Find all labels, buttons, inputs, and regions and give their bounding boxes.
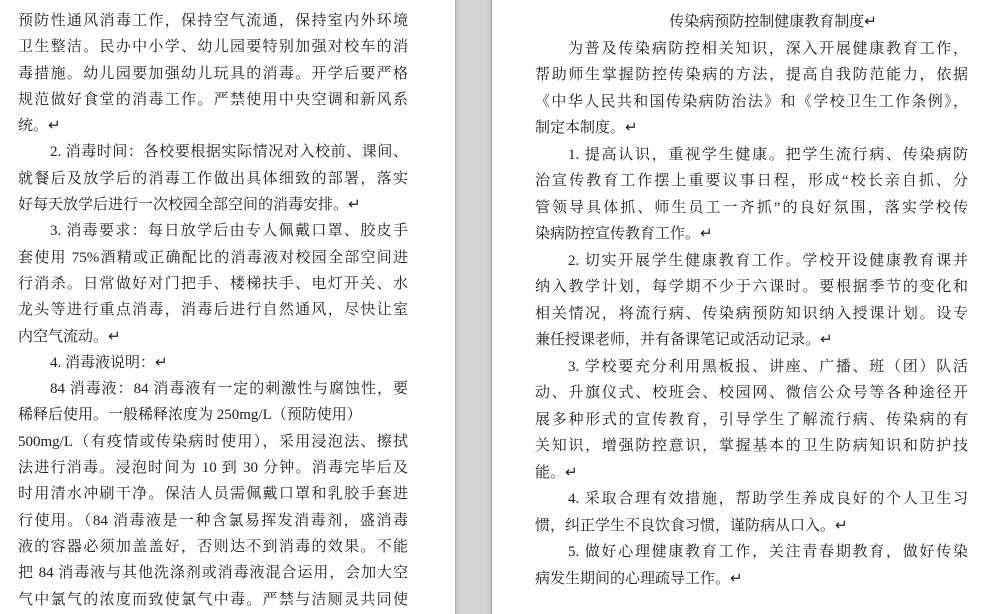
text-line: 动、升旗仪式、校班会、校园网、微信公众号等各种途径开 (535, 385, 968, 401)
text-line: 气中氯气的浓度而致使氯气中毒。严禁与洁厕灵共同使 (18, 591, 408, 608)
text-line: 1. 提高认识，重视学生健康。把学生流行病、传染病防 (568, 146, 968, 163)
document-title: 传染病预防控制健康教育制度↵ (669, 13, 877, 30)
text-line: 4. 消毒液说明：↵ (50, 354, 168, 371)
text-line: 卫生整洁。民办中小学、幼儿园要特别加强对校车的消 (18, 39, 408, 56)
text-line: 关知识，增强防控意识，掌握基本的卫生防病知识和防护技 (535, 438, 968, 454)
text-line: 《中华人民共和国传染病防治法》和《学校卫生工作条例》， (535, 93, 968, 110)
text-line: 染病防控宣传教育工作。↵ (535, 226, 713, 242)
text-line: 兼任授课老师，并有备课笔记或活动记录。↵ (535, 332, 833, 348)
text-line: 稀释后使用。一般稀释浓度为 250mg/L（预防使用） (18, 407, 362, 424)
text-line: 纳入教学计划，每学期不少于六课时。要根据季节的变化和 (535, 279, 968, 295)
text-line: 统。↵ (18, 118, 61, 135)
paragraph (535, 142, 968, 248)
text-line: 毒措施。幼儿园要加强幼儿玩具的消毒。开学后要严格 (18, 65, 408, 82)
paragraph (535, 354, 968, 487)
text-line: 就餐后及放学后的消毒工作做出具体细致的部署，落实 (18, 170, 408, 187)
text-line: 4. 采取合理有效措施，帮助学生养成良好的个人卫生习 (568, 491, 968, 507)
page-gap (456, 0, 491, 614)
text-line: 行使用。（84 消毒液是一种含氯易挥发消毒剂，盛消毒 (18, 512, 408, 529)
paragraph (535, 539, 968, 592)
paragraph (18, 350, 408, 376)
paragraph (18, 218, 408, 349)
page-right[interactable] (491, 0, 1000, 614)
text-line: 好每天放学后进行一次校园全部空间的消毒安排。↵ (18, 197, 361, 214)
text-line: 规范做好食堂的消毒工作。严禁使用中央空调和新风系 (18, 91, 408, 108)
text-line: 帮助师生掌握防控传染病的方法，提高自我防范能力，依据 (535, 67, 968, 83)
page-left-text-body (18, 8, 408, 613)
text-line: 84 消毒液：84 消毒液有一定的刺激性与腐蚀性，要 (50, 381, 408, 398)
paragraph (18, 8, 408, 139)
text-line: 相关情况，将流行病、传染病预防知识纳入授课计划。设专 (535, 305, 968, 322)
text-line: 治宣传教育工作摆上重要议事日程，形成“校长亲自抓、分 (535, 173, 968, 189)
text-line: 2. 消毒时间：各校要根据实际情况对入校前、课间、 (50, 144, 408, 161)
paragraph (18, 139, 408, 218)
text-line: 病发生期间的心理疏导工作。↵ (535, 570, 743, 587)
text-line: 5. 做好心理健康教育工作，关注青春期教育，做好传染 (568, 544, 968, 560)
page-left[interactable] (0, 0, 456, 614)
paragraph (535, 486, 968, 539)
text-line: 时用清水冲刷干净。保洁人员需佩戴口罩和乳胶手套进 (18, 486, 408, 503)
text-line: 管领导具体抓、师生员工一齐抓”的良好氛围，落实学校传 (535, 199, 968, 216)
text-line: 预防性通风消毒工作，保持空气流通，保持室内外环境 (18, 13, 408, 29)
text-line: 2. 切实开展学生健康教育工作。学校开设健康教育课并 (568, 252, 968, 269)
paragraph (535, 36, 968, 142)
paragraph (18, 376, 408, 613)
text-line: 惯，纠正学生不良饮食习惯，谨防病从口入。↵ (535, 517, 848, 534)
page-right-text-body (535, 9, 968, 592)
text-line: 液的容器必须加盖盖好，否则达不到消毒的效果。不能 (18, 538, 408, 555)
text-line: 内空气流动。↵ (18, 328, 121, 345)
text-line: 能。↵ (535, 464, 578, 481)
text-line: 展多种形式的宣传教育，引导学生了解流行病、传染病的有 (535, 411, 968, 428)
text-line: 3. 学校要充分利用黑板报、讲座、广播、班（团）队活 (568, 358, 968, 375)
text-line: 法进行消毒。浸泡时间为 10 到 30 分钟。消毒完毕后及 (18, 460, 408, 477)
text-line: 套使用 75%酒精或正确配比的消毒液对校园全部空间进 (18, 249, 408, 266)
paragraph (535, 248, 968, 354)
text-line: 行消杀。日常做好对门把手、楼梯扶手、电灯开关、水 (18, 275, 408, 292)
text-line: 3. 消毒要求：每日放学后由专人佩戴口罩、胶皮手 (50, 223, 408, 240)
text-line: 500mg/L（有疫情或传染病时使用），采用浸泡法、擦拭 (18, 433, 408, 450)
text-line: 把 84 消毒液与其他洗涤剂或消毒液混合运用，会加大空 (18, 565, 408, 582)
text-line: 为普及传染病防控相关知识，深入开展健康教育工作， (568, 40, 968, 57)
text-line: 制定本制度。↵ (535, 120, 638, 136)
text-line: 龙头等进行重点消毒，消毒后进行自然通风，尽快让室 (18, 302, 408, 319)
